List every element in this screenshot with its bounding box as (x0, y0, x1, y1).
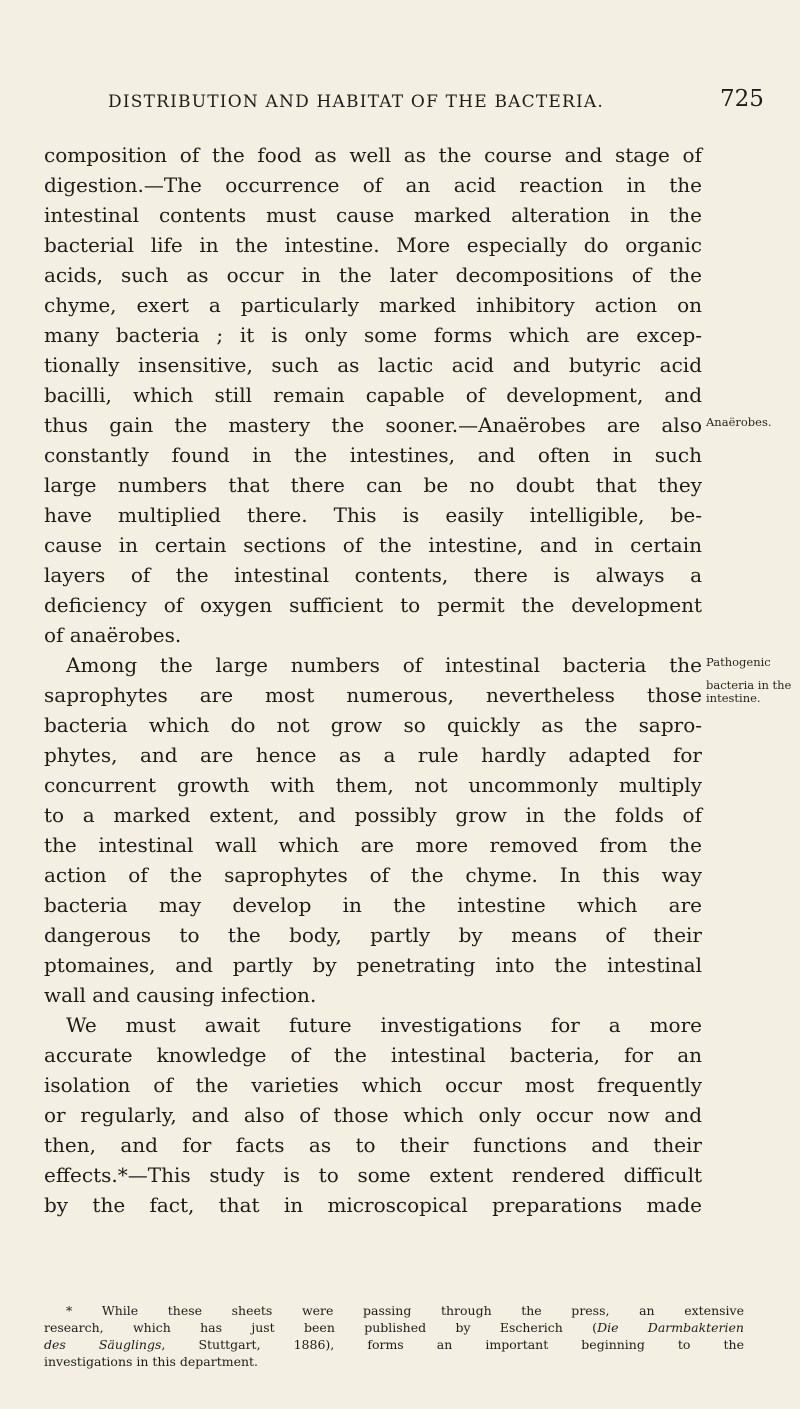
footnote-line (44, 1336, 744, 1353)
text-line: Among the large numbers of intestinal bacteria the (66, 653, 702, 677)
text-line: isolation of the varieties which occur most frequently (44, 1073, 702, 1097)
body-text (44, 140, 702, 1220)
text-line: by the fact, that in microscopical preparations made (44, 1193, 702, 1217)
text-line: tionally insensitive, such as lactic acid and butyric acid (44, 353, 702, 377)
footnote-text: , Stuttgart, 1886), forms an important beginning to the (161, 1337, 744, 1352)
text-line: layers of the intestinal contents, there is always a (44, 563, 702, 587)
text-line: bacilli, which still remain capable of development, and (44, 383, 702, 407)
page-number: 725 (720, 86, 764, 112)
text-line: ptomaines, and partly by penetrating into the intestinal (44, 953, 702, 977)
text-line: We must await future investigations for a more (66, 1013, 702, 1037)
text-line: accurate knowledge of the intestinal bacteria, for an (44, 1043, 702, 1067)
text-line: bacteria which do not grow so quickly as the sapro- (44, 713, 702, 737)
text-line: large numbers that there can be no doubt that they (44, 473, 702, 497)
text-line: many bacteria ; it is only some forms which are excep- (44, 323, 702, 347)
margin-note-pathogenic: Pathogenic (706, 655, 771, 669)
text-line: saprophytes are most numerous, nevertheless those (44, 683, 702, 707)
footnote-text: research, which has just been published by Escherich ( (44, 1320, 598, 1335)
running-header: DISTRIBUTION AND HABITAT OF THE BACTERIA. (108, 92, 604, 112)
text-line: effects.*—This study is to some extent rendered difficult (44, 1163, 702, 1187)
text-line: bacteria may develop in the intestine which are (44, 893, 702, 917)
text-line: digestion.—The occurrence of an acid reaction in the (44, 173, 702, 197)
text-line: constantly found in the intestines, and often in such (44, 443, 702, 467)
text-line: the intestinal wall which are more removed from the (44, 833, 702, 857)
text-line: have multiplied there. This is easily intelligible, be- (44, 503, 702, 527)
footnote-title-part1: Die Darmbakterien (597, 1320, 744, 1335)
text-line: thus gain the mastery the sooner.—Anaërobes are also (44, 413, 702, 437)
footnote (44, 1302, 744, 1370)
margin-note-pathogenic-line2: bacteria in the (706, 678, 792, 692)
text-line: of anaërobes. (44, 623, 182, 647)
text-line: dangerous to the body, partly by means of their (44, 923, 702, 947)
text-line: cause in certain sections of the intestine, and in certain (44, 533, 702, 557)
text-line: action of the saprophytes of the chyme. In this way (44, 863, 702, 887)
text-line: to a marked extent, and possibly grow in the folds of (44, 803, 702, 827)
footnote-title-part2: des Säuglings (44, 1337, 162, 1352)
margin-note-anaerobes: Anaërobes. (706, 415, 772, 429)
footnote-line: investigations in this department. (44, 1354, 259, 1369)
text-line: bacterial life in the intestine. More especially do organic (44, 233, 702, 257)
margin-note-pathogenic-line3: intestine. (706, 691, 761, 705)
text-line: phytes, and are hence as a rule hardly adapted for (44, 743, 702, 767)
text-line: or regularly, and also of those which only occur now and (44, 1103, 702, 1127)
text-line: concurrent growth with them, not uncommonly multiply (44, 773, 702, 797)
text-line: intestinal contents must cause marked alteration in the (44, 203, 702, 227)
text-line: acids, such as occur in the later decompositions of the (44, 263, 702, 287)
footnote-line: * While these sheets were passing through the press, an extensive (66, 1303, 744, 1318)
text-line: composition of the food as well as the course and stage of (44, 143, 702, 167)
text-line: chyme, exert a particularly marked inhibitory action on (44, 293, 702, 317)
footnote-line (44, 1319, 744, 1336)
text-line: deficiency of oxygen sufficient to permit the development (44, 593, 702, 617)
text-line: then, and for facts as to their functions and their (44, 1133, 702, 1157)
text-line: wall and causing infection. (44, 983, 317, 1007)
